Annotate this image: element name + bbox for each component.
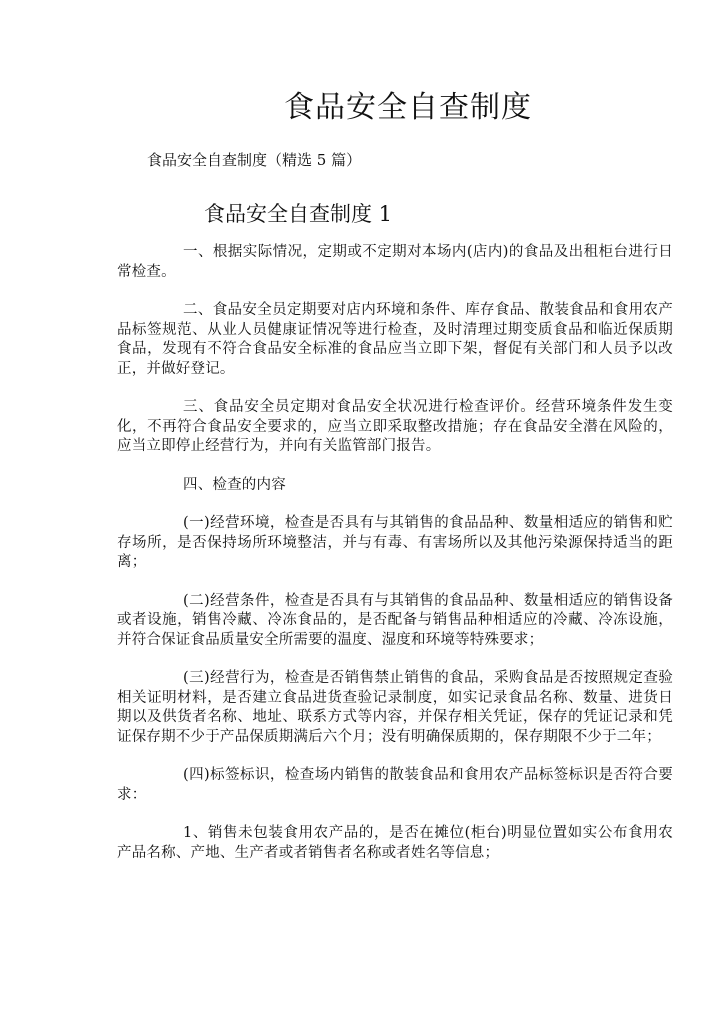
paragraph-9: 1、销售未包装食用农产品的，是否在摊位(柜台)明显位置如实公布食用农产品名称、产地、生产者或者销售者名称或者姓名等信息； [117,825,673,861]
document-title: 食品安全自查制度 [284,90,532,125]
paragraph-3: 三、食品安全员定期对食品安全状况进行检查评价。经营环境条件发生变化，不再符合食品安全要求的，应当立即采取整改措施；存在食品安全潜在风险的，应当立即停止经营行为，并向有关监管部门报告。 [117,399,673,454]
paragraph-4-heading: 四、检查的内容 [183,476,286,493]
document-subtitle: 食品安全自查制度（精选 5 篇） [147,151,362,169]
paragraph-1: 一、根据实际情况，定期或不定期对本场内(店内)的食品及出租柜台进行日常检查。 [117,244,673,280]
paragraph-5: (一)经营环境，检查是否具有与其销售的食品品种、数量相适应的销售和贮存场所，是否保持场所环境整洁，并与有毒、有害场所以及其他污染源保持适当的距离； [117,515,673,570]
paragraph-2: 二、食品安全员定期要对店内环境和条件、库存食品、散装食品和食用农产品标签规范、从业人员健康证情况等进行检查，及时清理过期变质食品和临近保质期食品，发现有不符合食品安全标准的食品应当立即下架，督促有关部门和人员予以改正，并做好登记。 [117,302,673,377]
paragraph-8: (四)标签标识，检查场内销售的散装食品和食用农产品标签标识是否符合要求： [117,767,673,803]
paragraph-6: (二)经营条件，检查是否具有与其销售的食品品种、数量相适应的销售设备或者设施，销售冷藏、冷冻食品的，是否配备与销售品种相适应的冷藏、冷冻设施，并符合保证食品质量安全所需要的温度、湿度和环境等特殊要求； [117,592,673,648]
paragraph-7: (三)经营行为，检查是否销售禁止销售的食品，采购食品是否按照规定查验相关证明材料，是否建立食品进货查验记录制度，如实记录食品名称、数量、进货日期以及供货者名称、地址、联系方式等内容，并保存相关凭证，保存的凭证记录和凭证保存期不少于产品保质期满后六个月；没有明确保质期的，保存期限不少于二年； [117,670,673,745]
section-title: 食品安全自查制度 1 [204,202,393,226]
document-body [117,243,673,882]
